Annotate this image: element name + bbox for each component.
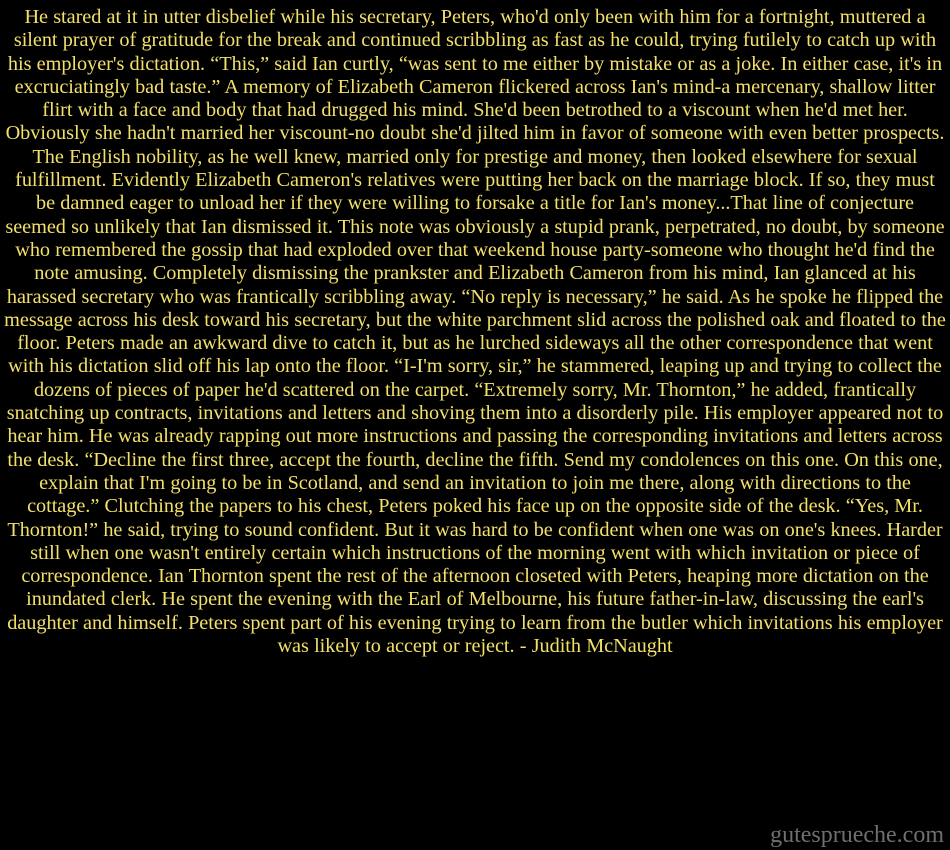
quote-block bbox=[0, 6, 950, 658]
quote-attribution: - Judith McNaught bbox=[519, 635, 673, 658]
quote-text: He stared at it in utter disbelief while his secretary, Peters, who'd only been with him for a fortnight, muttered a silent prayer of gratitude for the break and continued scribbling as fast as he could, trying futilely to catch up with his employer's dictation. “This,” said Ian curtly, “was sent to me either by mistake or as a joke. In either case, it's in excruciatingly bad taste.” A memory of Elizabeth Cameron flickered across Ian's mind-a mercenary, shallow litter flirt with a face and body that had drugged his mind. She'd been betrothed to a viscount when he'd met her. Obviously she hadn't married her viscount-no doubt she'd jilted him in favor of someone with even better prospects. The English nobility, as he well knew, married only for prestige and money, then looked elsewhere for sexual fulfillment. Evidently Elizabeth Cameron's relatives were putting her back on the marriage block. If so, they must be damned eager to unload her if they were willing to forsake a title for Ian's money...That line of conjecture seemed so unlikely that Ian dismissed it. This note was obviously a stupid prank, perpetrated, no doubt, by someone who remembered the gossip that had exploded over that weekend house party-someone who thought he'd find the note amusing. Completely dismissing the prankster and Elizabeth Cameron from his mind, Ian glanced at his harassed secretary who was frantically scribbling away. “No reply is necessary,” he said. As he spoke he flipped the message across his desk toward his secretary, but the white parchment slid across the polished oak and floated to the floor. Peters made an awkward dive to catch it, but as he lurched sideways all the other correspondence that went with his dictation slid off his lap onto the floor. “I-I'm sorry, sir,” he stammered, leaping up and trying to collect the dozens of pieces of paper he'd scattered on the carpet. “Extremely sorry, Mr. Thornton,” he added, frantically snatching up contracts, invitations and letters and shoving them into a disorderly pile. His employer appeared not to hear him. He was already rapping out more instructions and passing the corresponding invitations and letters across the desk. “Decline the first three, accept the fourth, decline the fifth. Send my condolences on this one. On this one, explain that I'm going to be in Scotland, and send an invitation to join me there, along with directions to the cottage.” Clutching the papers to his chest, Peters poked his face up on the opposite side of the desk. “Yes, Mr. Thornton!” he said, trying to sound confident. But it was hard to be confident when one was on one's knees. Harder still when one wasn't entirely certain which instructions of the morning went with which invitation or piece of correspondence. Ian Thornton spent the rest of the afternoon closeted with Peters, heaping more dictation on the inundated clerk. He spent the evening with the Earl of Melbourne, his future father-in-law, discussing the earl's daughter and himself. Peters spent part of his evening trying to learn from the butler which invitations his employer was likely to accept or reject. bbox=[4, 6, 946, 658]
site-watermark: gutesprueche.com bbox=[770, 822, 944, 848]
